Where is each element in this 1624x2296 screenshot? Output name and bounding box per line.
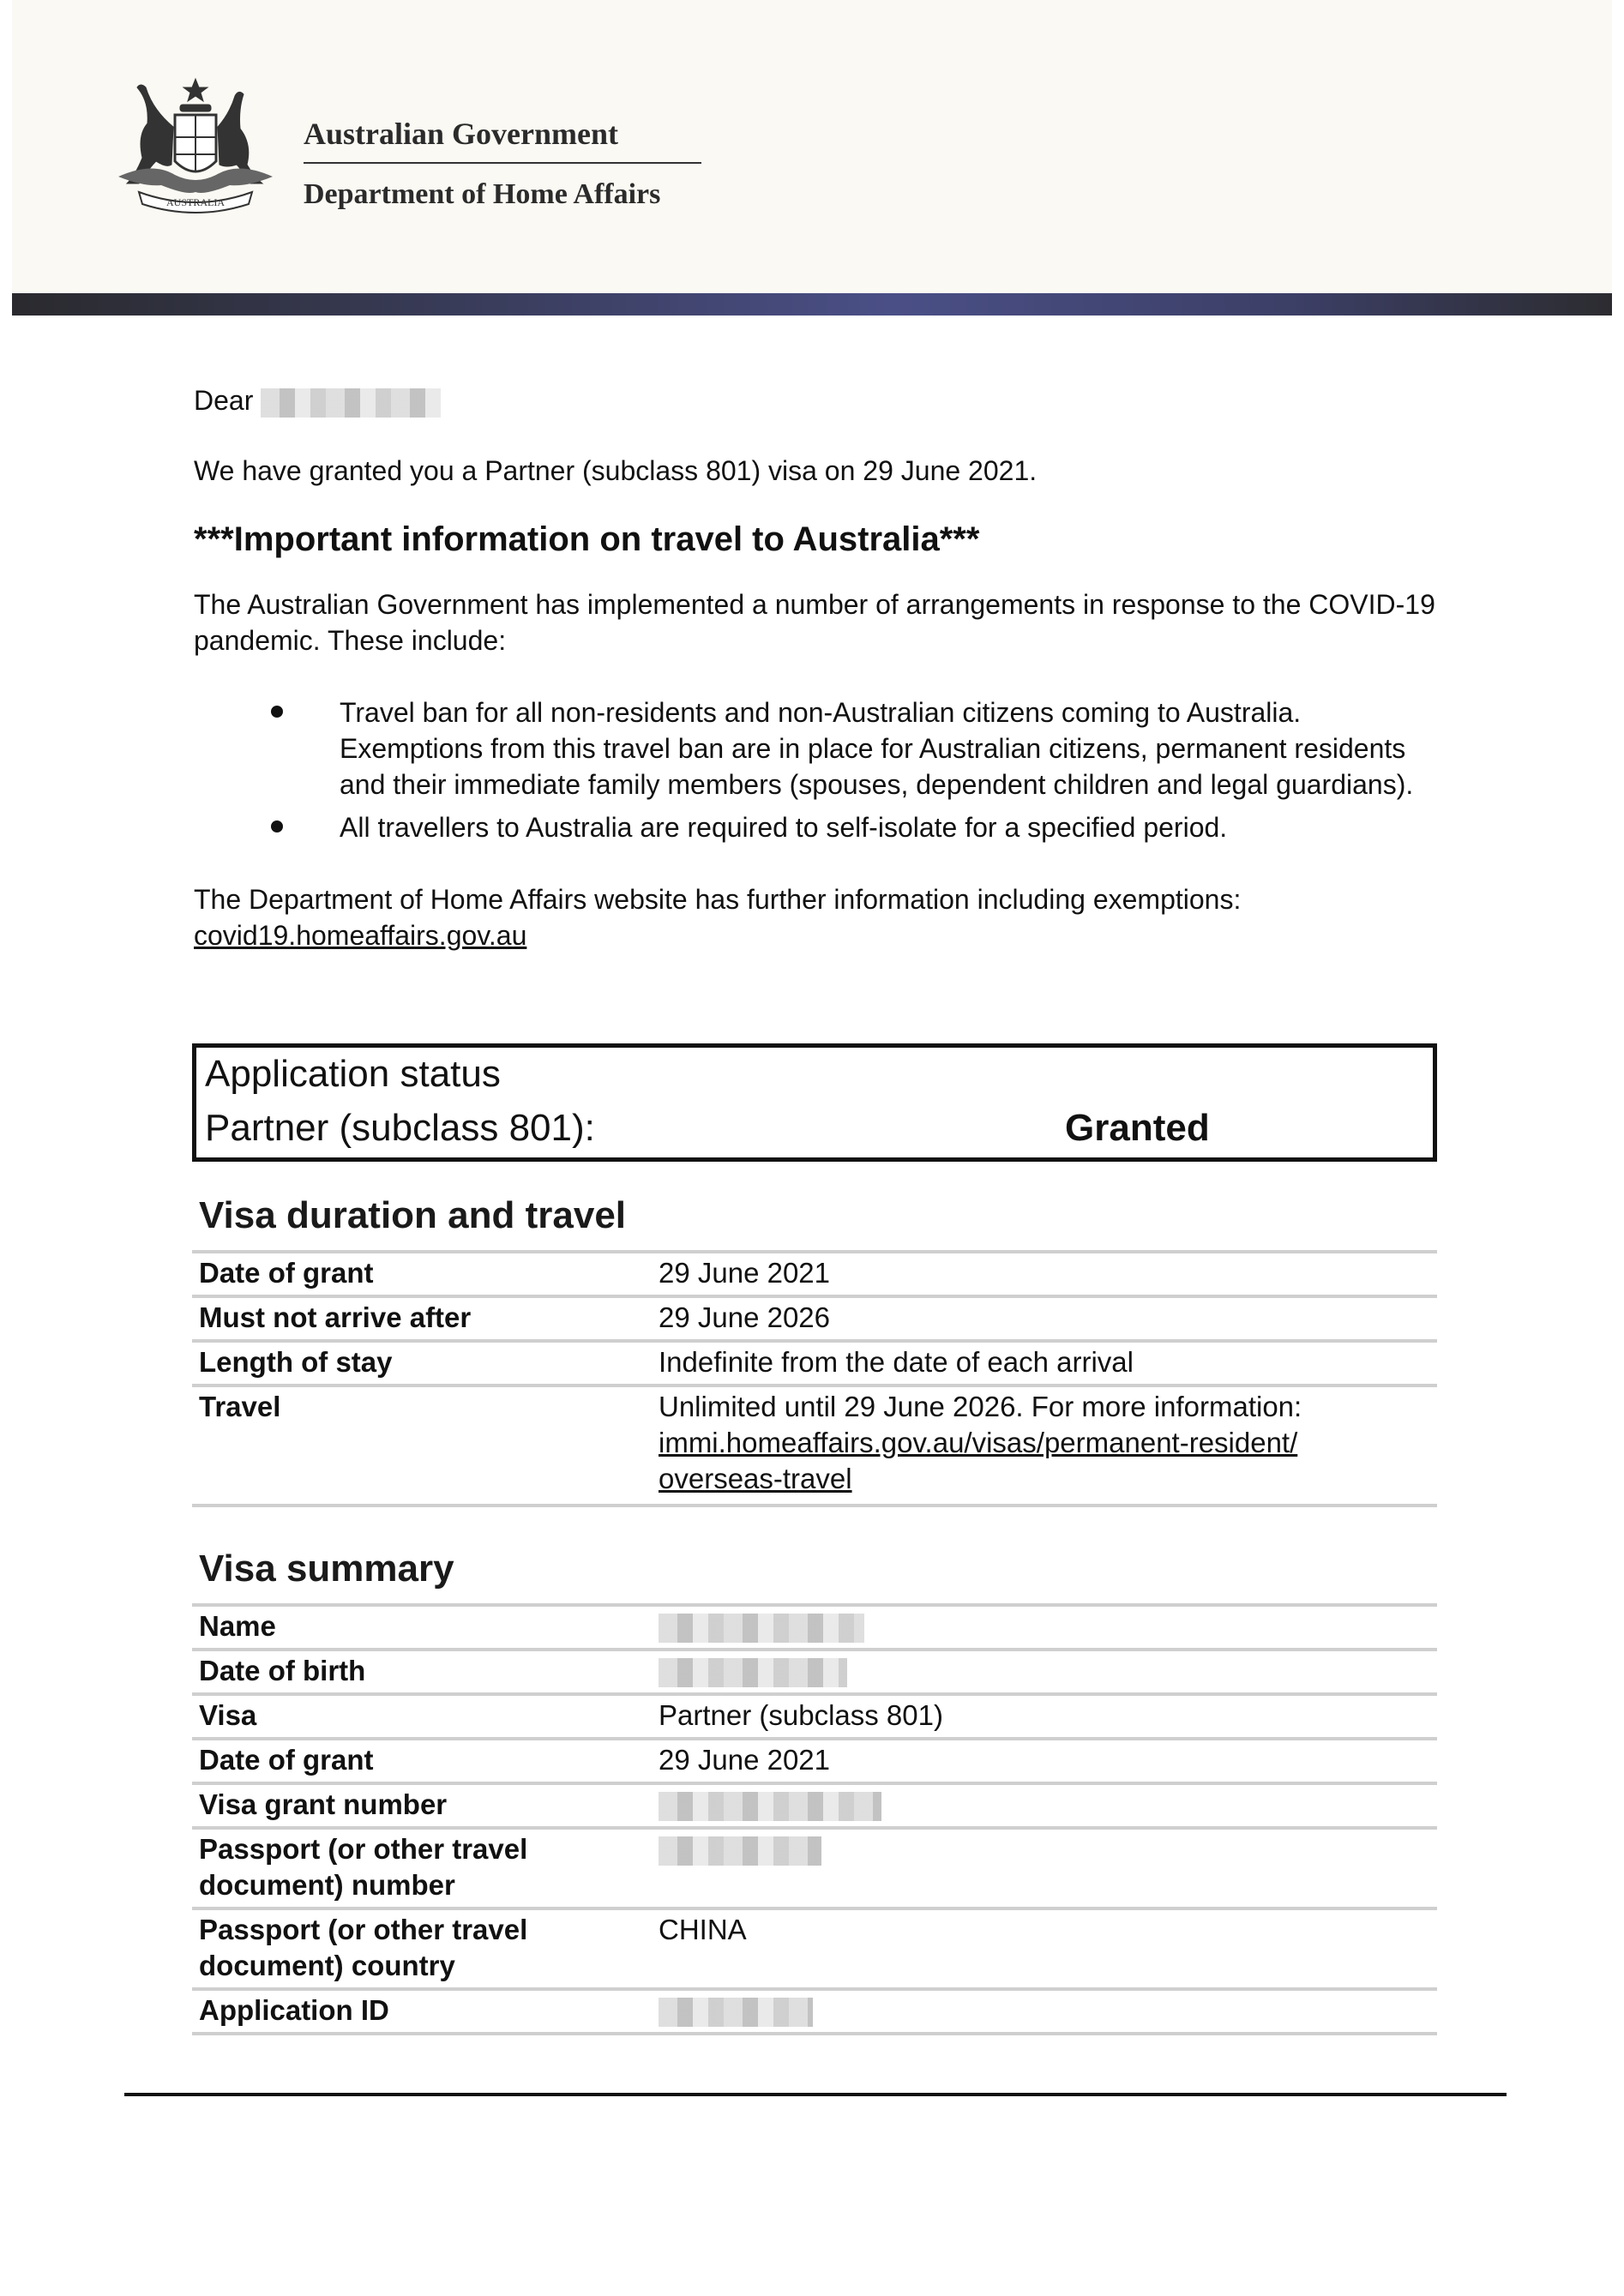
- letter-body: [194, 382, 1437, 953]
- svg-text:AUSTRALIA: AUSTRALIA: [166, 196, 225, 208]
- table-row: Passport (or other travel document) country CHINA: [192, 1908, 1437, 1989]
- bullet-icon: [271, 820, 283, 832]
- overseas-travel-link[interactable]: immi.homeaffairs.gov.au/visas/permanent-resident/ overseas-travel: [659, 1427, 1298, 1494]
- table-row: Date of grant 29 June 2021: [192, 1739, 1437, 1783]
- table-row: Visa Partner (subclass 801): [192, 1694, 1437, 1739]
- grant-sentence: We have granted you a Partner (subclass 801) visa on 29 June 2021.: [194, 455, 1038, 486]
- table-row: Visa grant number: [192, 1783, 1437, 1828]
- table-row: Name: [192, 1605, 1437, 1650]
- divider: [304, 162, 701, 164]
- government-name: Australian Government: [304, 117, 618, 151]
- visa-summary-table: [192, 1603, 1437, 2035]
- list-item: All travellers to Australia are required to self-isolate for a specified period.: [340, 809, 1437, 845]
- redacted-name: [659, 1614, 864, 1643]
- covid-bullet-list: [194, 694, 1437, 845]
- redacted-passport-number: [659, 1836, 821, 1866]
- table-row: Must not arrive after 29 June 2026: [192, 1296, 1437, 1341]
- letterhead-band: [12, 293, 1612, 316]
- coat-of-arms-icon: [101, 75, 290, 221]
- salutation-text: Dear: [194, 385, 254, 416]
- redacted-application-id: [659, 1998, 813, 2027]
- table-row: Date of birth: [192, 1650, 1437, 1694]
- application-status-visa: Partner (subclass 801):: [205, 1107, 595, 1149]
- application-status-box: [192, 1043, 1437, 1162]
- table-row: Length of stay Indefinite from the date of each arrival: [192, 1341, 1437, 1385]
- redacted-recipient-name: [261, 388, 441, 418]
- footer-divider: [124, 2093, 1507, 2096]
- salutation: [194, 382, 1437, 418]
- covid-website-link[interactable]: covid19.homeaffairs.gov.au: [194, 920, 527, 951]
- website-sentence: The Department of Home Affairs website has further information including exemptions:: [194, 884, 1242, 915]
- list-item: Travel ban for all non-residents and non-Australian citizens coming to Australia. Exemptions from this travel ban are in place for Australian citizens, permanent residents and their immediate family members (spouses, dependent children and legal guardians).: [340, 694, 1437, 802]
- redacted-date-of-birth: [659, 1658, 847, 1687]
- table-row: Travel Unlimited until 29 June 2026. For more information: immi.homeaffairs.gov.au/visas/permanent-resident/ overseas-travel: [192, 1385, 1437, 1506]
- table-row: Passport (or other travel document) number: [192, 1828, 1437, 1908]
- travel-info-text: Unlimited until 29 June 2026. For more information:: [659, 1391, 1302, 1422]
- table-row: Application ID: [192, 1989, 1437, 2034]
- bullet-icon: [271, 706, 283, 718]
- visa-summary-title: Visa summary: [199, 1548, 454, 1590]
- website-link-line: [194, 917, 1437, 953]
- covid-intro: The Australian Government has implemented a number of arrangements in response to the COVID-19 pandemic. These include:: [194, 589, 1435, 656]
- application-status-title: Application status: [205, 1053, 501, 1095]
- status-badge: Granted: [1065, 1107, 1210, 1149]
- important-heading: ***Important information on travel to Australia***: [194, 520, 980, 558]
- table-row: Date of grant 29 June 2021: [192, 1252, 1437, 1296]
- visa-duration-table: [192, 1250, 1437, 1507]
- department-name: Department of Home Affairs: [304, 178, 661, 210]
- visa-duration-title: Visa duration and travel: [199, 1194, 627, 1236]
- redacted-visa-grant-number: [659, 1792, 881, 1821]
